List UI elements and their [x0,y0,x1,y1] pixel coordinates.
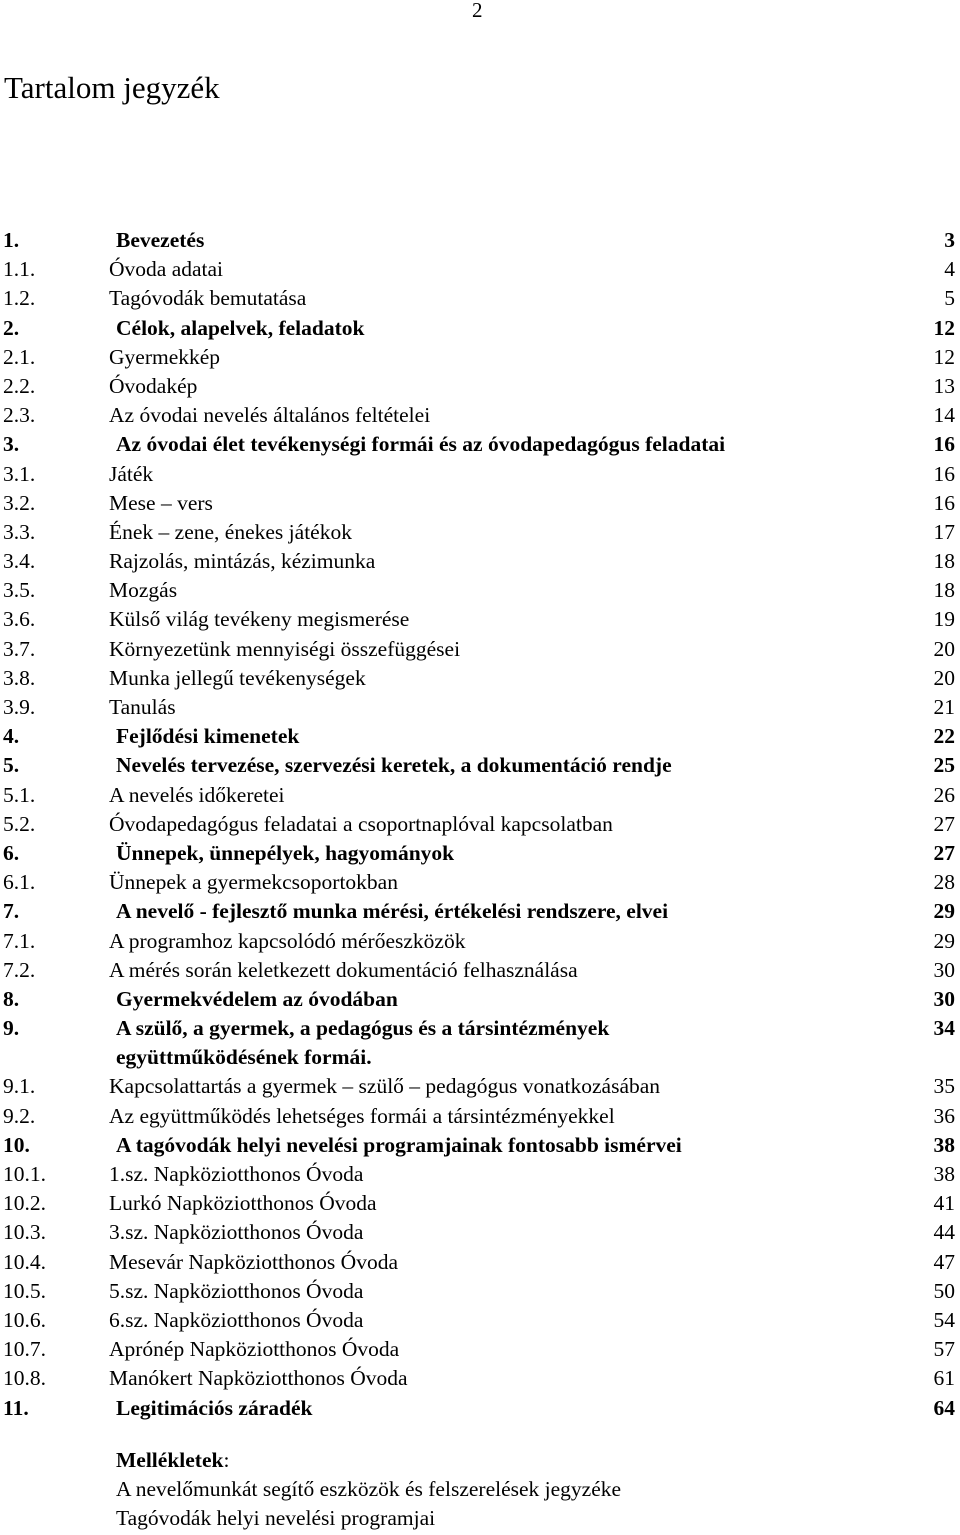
toc-entry[interactable] [0,518,960,547]
toc-entry-number: 10.2. [3,1191,46,1216]
toc-entry-page: 20 [933,636,955,661]
toc-entry-title: Mesevár Napköziotthonos Óvoda [109,1249,398,1274]
toc-entry-page: 29 [933,899,955,924]
toc-entry-title: Mozgás [109,578,178,603]
toc-entry-title: Óvodapedagógus feladatai a csoportnaplóval kapcsolatban [109,811,613,836]
toc-entry-number: 3.1. [3,461,36,486]
toc-entry[interactable] [0,839,960,868]
toc-entry-number: 1.2. [3,286,36,311]
toc-entry-number: 7.1. [3,928,36,953]
toc-entry-number: 10.1. [3,1162,46,1187]
toc-entry-number: 10.3. [3,1220,46,1245]
toc-entry-number: 6. [3,840,20,865]
toc-entry-number: 3.3. [3,519,36,544]
toc-entry-page: 13 [933,373,955,398]
attachments-heading-suffix: : [223,1448,230,1472]
toc-entry-title: Óvoda adatai [109,257,224,282]
toc-entry-title: Gyermekkép [109,344,221,369]
toc-entry-title: Rajzolás, mintázás, kézimunka [109,549,376,574]
toc-entry-title: Tagóvodák bemutatása [109,286,307,311]
toc-entry[interactable] [0,489,960,518]
toc-entry-page: 4 [944,257,955,282]
toc-entry-page: 19 [933,607,955,632]
toc-entry-number: 10.7. [3,1337,46,1362]
toc-entry[interactable] [0,1131,960,1160]
toc-entry-number: 9. [3,1016,20,1041]
toc-entry-number: 2.2. [3,373,36,398]
toc-entry-number: 2.1. [3,344,36,369]
toc-entry-number: 10. [3,1132,30,1157]
toc-entry-page: 44 [933,1220,955,1245]
toc-entry[interactable] [0,576,960,605]
toc-entry-title: Munka jellegű tevékenységek [109,665,366,690]
toc-entry-number: 3.4. [3,549,36,574]
toc-entry-page: 27 [933,811,955,836]
toc-entry-number: 10.4. [3,1249,46,1274]
toc-entry-page: 61 [933,1366,955,1391]
toc-entry[interactable] [0,1364,960,1393]
toc-entry-page: 35 [933,1074,955,1099]
toc-entry-number: 2.3. [3,403,36,428]
toc-entry-number: 3.9. [3,695,36,719]
toc-entry[interactable] [0,722,960,751]
toc-entry[interactable] [0,693,960,722]
toc-entry-title: A programhoz kapcsolódó mérőeszközök [109,928,466,953]
toc-entry-page: 41 [933,1191,955,1216]
toc-entry-title: Lurkó Napköziotthonos Óvoda [109,1191,377,1216]
page-number: 2 [472,0,483,22]
toc-entry[interactable] [0,372,960,401]
toc-entry-page: 30 [933,957,955,982]
toc-entry[interactable] [0,1102,960,1131]
toc-entry[interactable] [0,1306,960,1335]
toc-entry-title: Fejlődési kimenetek [116,724,300,749]
toc-entry[interactable] [0,314,960,343]
toc-entry[interactable] [0,1335,960,1364]
toc-entry-title: A szülő, a gyermek, a pedagógus és a társintézmények együttműködésének formái. [116,1016,610,1070]
page-title: Tartalom jegyzék [4,70,220,105]
toc-entry[interactable] [0,547,960,576]
toc-entry[interactable] [0,985,960,1014]
toc-entry-title: Ünnepek a gyermekcsoportokban [109,870,398,895]
toc-entry-number: 3.2. [3,490,36,515]
toc-entry-title: Az együttműködés lehetséges formái a társintézményekkel [109,1103,615,1128]
toc-entry-page: 47 [933,1249,955,1274]
toc-entry-title: 6.sz. Napköziotthonos Óvoda [109,1307,364,1332]
toc-entry-number: 3.6. [3,607,36,632]
toc-entry-page: 38 [933,1162,955,1187]
toc-entry-page: 38 [933,1132,955,1157]
toc-entry-page: 29 [933,928,955,953]
toc-entry[interactable] [0,284,960,313]
toc-entry[interactable] [0,343,960,372]
toc-entry-page: 12 [933,344,955,369]
toc-entry-number: 1.1. [3,257,36,282]
attachment-item: Tagóvodák helyi nevelési programjai [116,1506,436,1531]
toc-entry-number: 10.8. [3,1366,46,1391]
toc-entry-title: Kapcsolattartás a gyermek – szülő – pedagógus vonatkozásában [109,1074,661,1099]
toc-entry-number: 5.2. [3,811,36,836]
toc-entry-page: 57 [933,1337,955,1362]
toc-entry-title: 1.sz. Napköziotthonos Óvoda [109,1162,364,1187]
toc-entry-title: Az óvodai nevelés általános feltételei [109,403,431,428]
toc-entry[interactable] [0,1160,960,1189]
toc-entry-number: 3. [3,432,20,457]
toc-entry-title: Külső világ tevékeny megismerése [109,607,410,632]
toc-entry-number: 10.5. [3,1278,46,1303]
toc-entry[interactable] [0,868,960,897]
toc-entry-title: Tanulás [109,695,176,719]
toc-entry-number: 9.1. [3,1074,36,1099]
toc-entry[interactable] [0,897,960,926]
toc-entry-title: Bevezetés [116,228,205,252]
toc-entry-page: 14 [933,403,955,428]
attachments-heading: Mellékletek [116,1448,224,1472]
toc-entry[interactable] [0,1394,960,1423]
toc-entry[interactable] [0,1277,960,1306]
toc-entry-page: 34 [933,1016,955,1041]
toc-entry-title: Mese – vers [109,490,213,515]
toc-entry-number: 7. [3,899,20,924]
toc-entry-number: 3.5. [3,578,36,603]
toc-entry[interactable] [0,226,960,255]
toc-entry-number: 1. [3,228,20,252]
toc-entry[interactable] [0,810,960,839]
toc-entry-page: 12 [933,315,955,340]
toc-entry-page: 21 [933,695,955,719]
toc-entry-page: 3 [944,228,955,252]
toc-entry-number: 9.2. [3,1103,36,1128]
toc-entry-page: 5 [944,286,955,311]
toc-entry-number: 2. [3,315,20,340]
toc-entry[interactable] [0,664,960,693]
toc-entry-page: 30 [933,986,955,1011]
toc-entry-page: 27 [933,840,955,865]
toc-entry-number: 5. [3,753,20,778]
toc-entry-page: 36 [933,1103,955,1128]
toc-entry-number: 3.7. [3,636,36,661]
toc-entry-page: 50 [933,1278,955,1303]
toc-entry-title: Az óvodai élet tevékenységi formái és az óvodapedagógus feladatai [116,432,726,457]
attachments-section [116,1446,621,1534]
toc-entry-page: 54 [933,1307,955,1332]
toc-entry-number: 11. [3,1395,29,1420]
toc-entry[interactable] [0,1248,960,1277]
toc-entry-page: 64 [933,1395,955,1420]
toc-entry-title: A nevelő - fejlesztő munka mérési, értékelési rendszere, elvei [116,899,669,924]
toc-entry-page: 25 [933,753,955,778]
toc-entry-page: 16 [933,490,955,515]
toc-entry-number: 4. [3,724,20,749]
toc-entry-page: 18 [933,549,955,574]
toc-entry-number: 8. [3,986,20,1011]
toc-entry[interactable] [0,1218,960,1247]
toc-entry-title: Nevelés tervezése, szervezési keretek, a dokumentáció rendje [116,753,672,778]
toc-entry-page: 18 [933,578,955,603]
toc-entry-page: 28 [933,870,955,895]
toc-entry[interactable] [0,605,960,634]
toc-entry[interactable] [0,401,960,430]
table-of-contents [0,226,960,1423]
toc-entry[interactable] [0,1014,960,1072]
toc-entry-title: A nevelés időkeretei [109,782,285,807]
toc-entry-title: Ének – zene, énekes játékok [109,519,352,544]
toc-entry[interactable] [0,255,960,284]
toc-entry[interactable] [0,1072,960,1101]
toc-entry-title: Ünnepek, ünnepélyek, hagyományok [116,840,455,865]
toc-entry-number: 6.1. [3,870,36,895]
toc-entry[interactable] [0,956,960,985]
toc-entry-title: Óvodakép [109,373,198,398]
toc-entry-title: Legitimációs záradék [116,1395,313,1420]
attachment-item: A nevelőmunkát segítő eszközök és felszerelések jegyzéke [116,1477,622,1502]
toc-entry-title: Célok, alapelvek, feladatok [116,315,365,340]
toc-entry-page: 26 [933,782,955,807]
toc-entry[interactable] [0,1189,960,1218]
toc-entry-page: 17 [933,519,955,544]
toc-entry-page: 16 [933,461,955,486]
toc-entry-title: Környezetünk mennyiségi összefüggései [109,636,461,661]
toc-entry-page: 16 [933,432,955,457]
toc-entry[interactable] [0,635,960,664]
toc-entry-title: Aprónép Napköziotthonos Óvoda [109,1337,400,1362]
toc-entry[interactable] [0,781,960,810]
toc-entry-title: 5.sz. Napköziotthonos Óvoda [109,1278,364,1303]
toc-entry[interactable] [0,927,960,956]
toc-entry[interactable] [0,430,960,459]
toc-entry-title: Gyermekvédelem az óvodában [116,986,398,1011]
toc-entry-number: 5.1. [3,782,36,807]
toc-entry-title: A tagóvodák helyi nevelési programjainak fontosabb ismérvei [116,1132,682,1157]
toc-entry-title: Játék [109,461,154,486]
toc-entry-title: 3.sz. Napköziotthonos Óvoda [109,1220,364,1245]
toc-entry-title: Manókert Napköziotthonos Óvoda [109,1366,408,1391]
attachments-heading-line [116,1446,621,1475]
toc-entry-number: 10.6. [3,1307,46,1332]
toc-entry-number: 3.8. [3,665,36,690]
toc-entry[interactable] [0,460,960,489]
toc-entry[interactable] [0,751,960,780]
toc-entry-title: A mérés során keletkezett dokumentáció felhasználása [109,957,578,982]
toc-entry-page: 20 [933,665,955,690]
toc-entry-page: 22 [933,724,955,749]
toc-entry-number: 7.2. [3,957,36,982]
